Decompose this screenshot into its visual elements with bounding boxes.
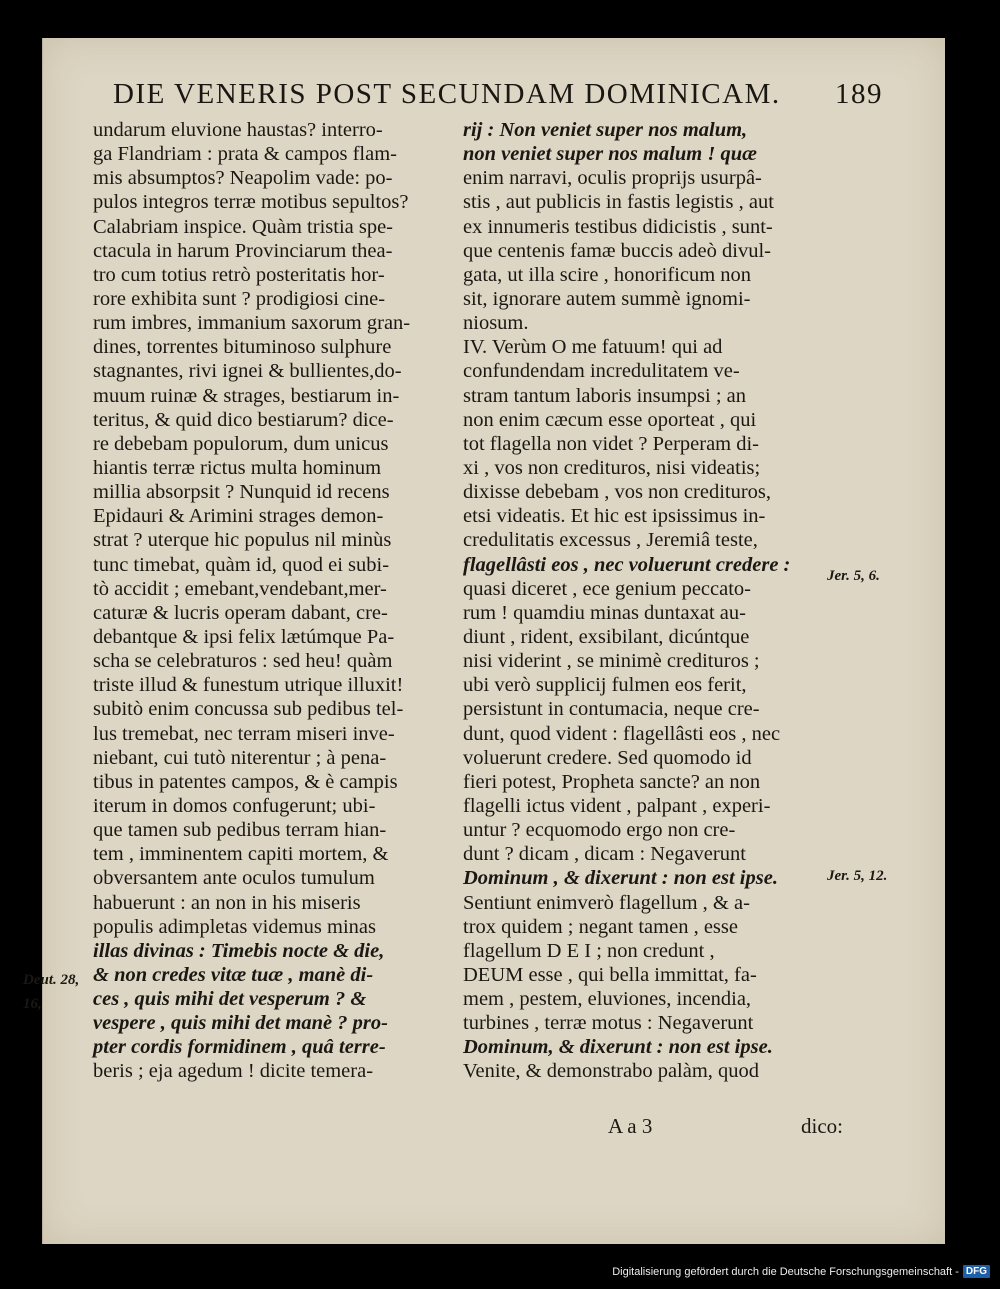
text-line: flagellum D E I ; non credunt , <box>463 939 715 962</box>
text-line: non enim cæcum esse oporteat , qui <box>463 408 757 431</box>
text-line: IV. Verùm O me fatuum! qui ad <box>463 336 723 359</box>
text-line: pulos integros terræ motibus sepultos? <box>93 191 409 214</box>
text-line: trox quidem ; negant tamen , esse <box>463 915 738 938</box>
text-line: teritus, & quid dico bestiarum? dice- <box>93 408 394 431</box>
text-line: beris ; eja agedum ! dicite temera- <box>93 1060 374 1083</box>
text-line: illas divinas : Timebis nocte & die, <box>93 939 385 962</box>
text-line: vespere , quis mihi det manè ? pro- <box>93 1012 388 1035</box>
text-line: xi , vos non credituros, nisi videatis; <box>463 456 761 479</box>
text-line: persistunt in contumacia, neque cre- <box>463 698 760 721</box>
text-line: etsi videatis. Et hic est ipsissimus in- <box>463 505 766 528</box>
margin-note-line: Deut. 28, <box>23 972 80 988</box>
text-line: gata, ut illa scire , honorificum non <box>463 263 752 286</box>
text-line: stagnantes, rivi ignei & bullientes,do- <box>93 360 402 383</box>
text-line: Dominum, & dixerunt : non est ipse. <box>463 1036 773 1059</box>
text-line: debantque & ipsi felix lætúmque Pa- <box>93 625 395 648</box>
text-line: populis adimpletas videmus minas <box>93 915 376 938</box>
text-line: triste illud & funestum utrique illuxit! <box>93 674 404 697</box>
text-line: millia absorpsit ? Nunquid id recens <box>93 481 390 504</box>
dfg-logo-icon: DFG <box>963 1265 990 1278</box>
text-line: diunt , rident, exsibilant, dicúntque <box>463 625 750 648</box>
text-line: sit, ignorare autem summè ignomi- <box>463 287 751 310</box>
text-line: DEUM esse , qui bella immittat, fa- <box>463 963 757 986</box>
text-line: ubi verò supplicij fulmen eos ferit, <box>463 674 747 697</box>
text-line: stram tantum laboris insumpsi ; an <box>463 384 746 407</box>
text-line: dunt, quod vident : flagellâsti eos , nec <box>463 722 781 745</box>
text-line: dixisse debebam , vos non credituros, <box>463 481 772 504</box>
text-line: obversantem ante oculos tumulum <box>93 867 375 890</box>
text-line: habuerunt : an non in his miseris <box>93 891 361 914</box>
text-line: rum ! quamdiu minas duntaxat au- <box>463 601 746 624</box>
text-line: & non credes vitæ tuæ , manè di- <box>93 963 374 986</box>
text-line: tem , imminentem capiti mortem, & <box>93 843 389 866</box>
text-line: ctacula in harum Provinciarum thea- <box>93 239 393 262</box>
page-title: DIE VENERIS POST SECUNDAM DOMINICAM. <box>113 78 781 110</box>
text-line: pter cordis formidinem , quâ terre- <box>93 1036 386 1059</box>
text-line: niosum. <box>463 312 529 335</box>
credit-text: Digitalisierung gefördert durch die Deutsche Forschungsgemeinschaft - <box>612 1265 959 1278</box>
text-line: rore exhibita sunt ? prodigiosi cine- <box>93 287 386 310</box>
text-line: caturæ & lucris operam dabant, cre- <box>93 601 388 624</box>
text-line: enim narravi, oculis proprijs usurpâ- <box>463 167 762 190</box>
digitization-credit <box>612 1265 990 1278</box>
text-line: stis , aut publicis in fastis legistis , aut <box>463 191 774 214</box>
text-line: tibus in patentes campos, & è campis <box>93 770 398 793</box>
margin-note-deut <box>23 970 79 1018</box>
text-line: que tamen sub pedibus terram hian- <box>93 819 387 842</box>
text-line: turbines , terræ motus : Negaverunt <box>463 1012 754 1035</box>
text-line: rij : Non veniet super nos malum, <box>463 119 748 141</box>
text-line: tò accidit ; emebant,vendebant,mer- <box>93 577 387 600</box>
text-line: tunc timebat, quàm id, quod ei subi- <box>93 553 390 576</box>
text-line: flagelli ictus vident , palpant , experi- <box>463 794 771 817</box>
text-line: hiantis terræ rictus multa hominum <box>93 456 382 479</box>
book-page <box>23 38 945 1244</box>
text-line: nisi viderint , se minimè credituros ; <box>463 650 760 673</box>
margin-note-jer-1: Jer. 5, 6. <box>827 568 880 584</box>
text-line: Dominum , & dixerunt : non est ipse. <box>463 867 778 890</box>
text-line: mem , pestem, eluviones, incendia, <box>463 988 752 1011</box>
text-line: Calabriam inspice. Quàm tristia spe- <box>93 215 394 238</box>
running-header <box>113 78 883 118</box>
margin-note-line: 16, <box>23 996 42 1013</box>
text-line: voluerunt credere. Sed quomodo id <box>463 746 752 769</box>
text-line: strat ? uterque hic populus nil minùs <box>93 529 392 552</box>
text-line: scha se celebraturos : sed heu! quàm <box>93 650 393 673</box>
text-line: undarum eluvione haustas? interro- <box>93 119 383 141</box>
text-line: Venite, & demonstrabo palàm, quod <box>463 1060 760 1083</box>
text-line: fieri potest, Propheta sancte? an non <box>463 770 761 793</box>
text-line: lus tremebat, nec terram miseri inve- <box>93 722 395 745</box>
text-line: non veniet super nos malum ! quæ <box>463 143 757 166</box>
text-line: niebant, cui tutò niterentur ; à pena- <box>93 746 387 769</box>
text-line: credulitatis excessus , Jeremiâ teste, <box>463 529 758 552</box>
text-line: re debebam populorum, dum unicus <box>93 432 389 455</box>
text-line: Epidauri & Arimini strages demon- <box>93 505 384 528</box>
text-line: tro cum totius retrò posteritatis hor- <box>93 263 385 286</box>
left-text-column <box>93 118 463 1084</box>
text-line: confundendam incredulitatem ve- <box>463 360 740 383</box>
text-line: ces , quis mihi det vesperum ? & <box>93 988 367 1011</box>
text-line: rum imbres, immanium saxorum gran- <box>93 312 411 335</box>
text-line: mis absumptos? Neapolim vade: po- <box>93 167 393 190</box>
right-text-column <box>463 118 823 1084</box>
text-line: flagellâsti eos , nec voluerunt credere : <box>463 553 791 576</box>
text-line: quasi diceret , ece genium peccato- <box>463 577 751 600</box>
printer-signature: A a 3 <box>608 1114 653 1138</box>
text-line: dunt ? dicam , dicam : Negaverunt <box>463 843 746 866</box>
page-number: 189 <box>835 78 883 110</box>
catchword: dico: <box>801 1114 843 1138</box>
text-line: tot flagella non videt ? Perperam di- <box>463 432 760 455</box>
text-line: dines, torrentes bituminoso sulphure <box>93 336 392 359</box>
text-line: iterum in domos confugerunt; ubi- <box>93 794 376 817</box>
text-line: ga Flandriam : prata & campos flam- <box>93 143 397 166</box>
text-line: subitò enim concussa sub pedibus tel- <box>93 698 404 721</box>
text-line: Sentiunt enimverò flagellum , & a- <box>463 891 750 914</box>
text-line: que centenis famæ buccis adeò divul- <box>463 239 771 262</box>
text-line: muum ruinæ & strages, bestiarum in- <box>93 384 400 407</box>
text-line: ex innumeris testibus didicistis , sunt- <box>463 215 773 238</box>
margin-note-jer-2: Jer. 5, 12. <box>827 868 888 884</box>
text-line: untur ? ecquomodo ergo non cre- <box>463 819 736 842</box>
